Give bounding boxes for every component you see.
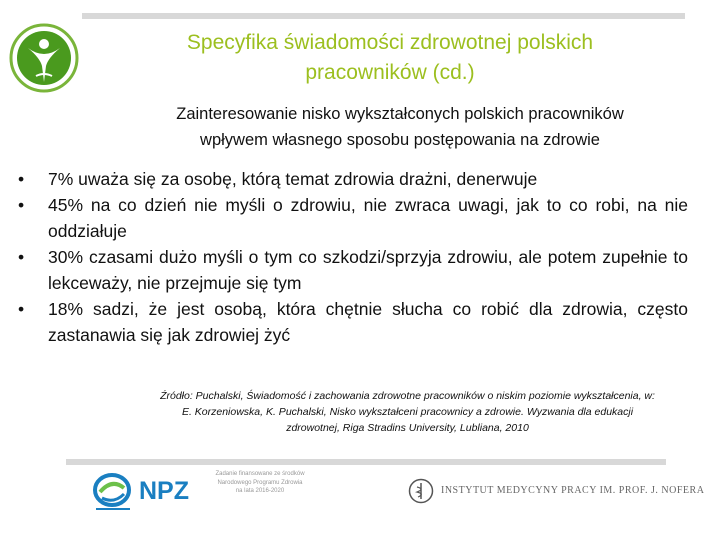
funding-note	[200, 470, 320, 496]
bullet-text: 18% sadzi, że jest osobą, która chętnie słucha co robić dla zdrowia, często zastanawia się jak zdrowiej żyć	[48, 299, 688, 345]
bullet-item-4	[18, 296, 688, 348]
subtitle-line-1: Zainteresowanie nisko wykształconych polskich pracowników	[176, 105, 624, 123]
bottom-divider	[66, 459, 666, 465]
source-line-3: zdrowotnej, Riga Stradins University, Lubliana, 2010	[286, 422, 529, 434]
bullet-item-2	[18, 192, 688, 244]
funding-line-2: Narodowego Programu Zdrowia	[217, 479, 303, 486]
bullet-text: 7% uważa się za osobę, którą temat zdrowia drażni, denerwuje	[48, 169, 538, 189]
bullet-text: 30% czasami dużo myśli o tym co szkodzi/sprzyja zdrowiu, ale potem zupełnie to lekceważy, nie przejmuje się tym	[48, 247, 688, 293]
bullet-item-3	[18, 244, 688, 296]
subtitle-line-2: wpływem własnego sposobu postępowania na zdrowie	[200, 131, 600, 149]
health-figure-logo-icon	[8, 22, 80, 94]
institute-name: INSTYTUT MEDYCYNY PRACY IM. PROF. J. NOFERA	[441, 485, 705, 496]
top-divider	[82, 13, 685, 19]
bullet-item-1	[18, 166, 688, 192]
bullet-marker: •	[18, 169, 25, 189]
page-subtitle	[100, 101, 700, 153]
source-line-1: Źródło: Puchalski, Świadomość i zachowania zdrowotne pracowników o niskim poziomie wykształcenia, w:	[160, 390, 655, 402]
caduceus-icon	[408, 478, 434, 504]
bullet-marker: •	[18, 247, 25, 267]
bullet-text: 45% na co dzień nie myśli o zdrowiu, nie zwraca uwagi, jak to co robi, na nie oddziałuje	[48, 195, 688, 241]
npz-logo-text: NPZ	[139, 477, 189, 505]
page-title	[120, 28, 660, 88]
funding-line-1: Zadanie finansowane ze środków	[215, 471, 305, 477]
title-line-2: pracowników (cd.)	[305, 61, 475, 84]
bullet-marker: •	[18, 195, 25, 215]
bullet-marker: •	[18, 299, 25, 319]
bullet-list	[18, 166, 688, 348]
funding-line-3: na lata 2016-2020	[235, 488, 285, 494]
source-line-2: E. Korzeniowska, K. Puchalski, Nisko wykształceni pracownicy a zdrowie. Wyzwania dla edukacji	[181, 406, 634, 418]
source-citation	[110, 388, 705, 436]
title-line-1: Specyfika świadomości zdrowotnej polskich	[186, 31, 594, 54]
